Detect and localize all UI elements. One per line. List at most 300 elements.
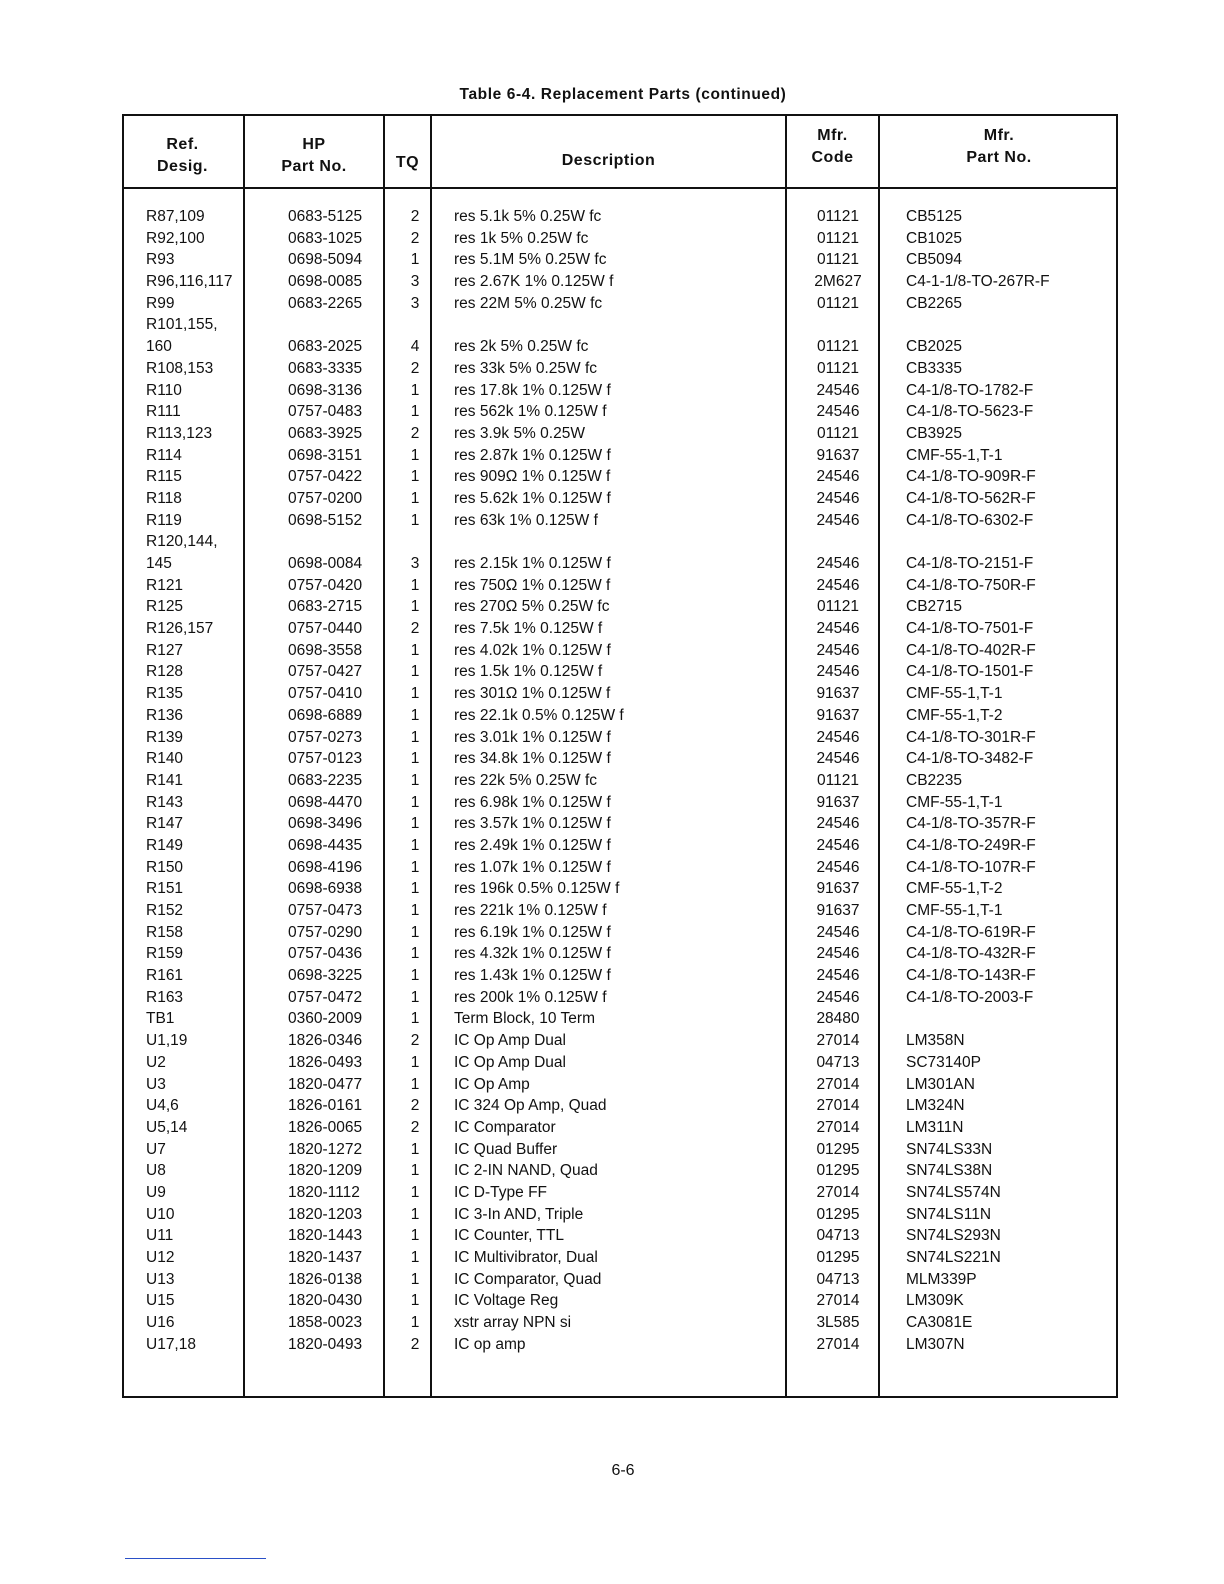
hp-part-no-cell: 0698-3151 xyxy=(288,446,363,464)
table-row xyxy=(122,835,1118,857)
header-hp-part-no: HP Part No. xyxy=(281,136,347,175)
hp-part-no-cell: 0698-5094 xyxy=(288,251,363,269)
mfr-code-cell: 01121 xyxy=(817,359,859,377)
hp-part-no-cell: 0757-0420 xyxy=(288,576,363,594)
description-cell: res 750Ω 1% 0.125W f xyxy=(454,576,611,594)
tq-cell: 2 xyxy=(410,359,420,377)
mfr-code-cell: 04713 xyxy=(816,1270,860,1288)
header-tq: TQ xyxy=(395,154,420,171)
tq-cell: 1 xyxy=(410,793,420,811)
ref-desig-cell: R93 xyxy=(146,251,175,269)
description-cell: res 2.87k 1% 0.125W f xyxy=(454,446,611,464)
ref-desig-cell: U15 xyxy=(146,1292,175,1310)
mfr-part-no-cell: CMF-55-1,T-2 xyxy=(906,880,1003,898)
table-row xyxy=(122,683,1118,705)
tq-cell: 1 xyxy=(410,880,420,898)
description-cell: res 221k 1% 0.125W f xyxy=(454,902,607,919)
hp-part-no-cell: 0757-0273 xyxy=(288,728,363,746)
mfr-code-cell: 28480 xyxy=(816,1010,860,1028)
hp-part-no-cell: 1820-0477 xyxy=(288,1075,363,1093)
mfr-part-no-cell: SC73140P xyxy=(906,1053,981,1071)
description-cell: IC Op Amp xyxy=(454,1075,530,1093)
tq-cell: 1 xyxy=(410,1292,420,1310)
tq-cell: 2 xyxy=(410,1335,420,1353)
ref-desig-cell: TB1 xyxy=(146,1010,175,1028)
hp-part-no-cell: 0757-0436 xyxy=(288,945,363,963)
mfr-code-cell: 01295 xyxy=(816,1140,860,1158)
description-cell: IC 3-In AND, Triple xyxy=(454,1205,584,1223)
ref-desig-cell: R113,123 xyxy=(146,424,213,442)
description-cell: IC Comparator xyxy=(454,1118,556,1136)
table-row xyxy=(122,466,1118,488)
ref-desig-cell: R161 xyxy=(146,967,184,985)
description-cell: res 5.1M 5% 0.25W fc xyxy=(454,251,607,269)
mfr-code-cell: 24546 xyxy=(816,728,860,746)
mfr-part-no-cell: SN74LS574N xyxy=(906,1183,1001,1201)
mfr-part-no-cell: CMF-55-1,T-2 xyxy=(906,706,1003,724)
mfr-part-no-cell: CMF-55-1,T-1 xyxy=(906,685,1003,703)
footer-rule xyxy=(125,1558,266,1559)
ref-desig-cell: R136 xyxy=(146,706,184,724)
table-row xyxy=(122,618,1118,640)
hp-part-no-cell: 0360-2009 xyxy=(288,1010,363,1028)
table-row xyxy=(122,1030,1118,1052)
hp-part-no-cell: 0698-6889 xyxy=(288,706,363,724)
table-row xyxy=(122,1139,1118,1161)
mfr-code-cell: 24546 xyxy=(816,836,860,854)
mfr-code-cell: 91637 xyxy=(816,902,860,919)
hp-part-no-cell: 1826-0065 xyxy=(288,1118,363,1136)
tq-cell: 1 xyxy=(410,1205,420,1223)
mfr-part-no-cell: LM311N xyxy=(906,1118,964,1136)
mfr-code-cell: 01121 xyxy=(817,294,859,312)
tq-cell: 1 xyxy=(410,468,420,486)
mfr-part-no-cell: LM358N xyxy=(906,1032,965,1050)
description-cell: res 2.67K 1% 0.125W f xyxy=(454,273,614,291)
page-number: 6-6 xyxy=(611,1462,635,1479)
hp-part-no-cell: 0683-2265 xyxy=(288,294,363,312)
hp-part-no-cell: 0757-0290 xyxy=(288,923,363,941)
table-row xyxy=(122,792,1118,814)
mfr-part-no-cell: C4-1/8-TO-5623-F xyxy=(906,403,1034,421)
description-cell: res 3.01k 1% 0.125W f xyxy=(454,728,611,746)
table-row xyxy=(122,813,1118,835)
mfr-part-no-cell: C4-1/8-TO-1782-F xyxy=(906,381,1034,399)
description-cell: IC Quad Buffer xyxy=(454,1140,558,1158)
mfr-part-no-cell: C4-1/8-TO-402R-F xyxy=(906,641,1036,659)
table-row xyxy=(122,445,1118,467)
table-row xyxy=(122,271,1118,293)
description-cell: res 4.02k 1% 0.125W f xyxy=(454,641,611,659)
ref-desig-cell: U2 xyxy=(146,1053,166,1071)
mfr-part-no-cell: C4-1/8-TO-249R-F xyxy=(906,836,1036,854)
hp-part-no-cell: 1858-0023 xyxy=(288,1314,363,1332)
hp-part-no-cell: 1820-1443 xyxy=(288,1227,363,1245)
description-cell: IC Multivibrator, Dual xyxy=(454,1249,598,1266)
mfr-code-cell: 04713 xyxy=(816,1053,860,1071)
table-row xyxy=(122,575,1118,597)
hp-part-no-cell: 0757-0440 xyxy=(288,620,363,638)
mfr-code-cell: 27014 xyxy=(816,1097,860,1115)
hp-part-no-cell: 1820-1437 xyxy=(288,1249,363,1266)
table-row xyxy=(122,1204,1118,1226)
ref-desig-cell: R147 xyxy=(146,815,184,833)
description-cell: res 1.5k 1% 0.125W f xyxy=(454,663,603,681)
tq-cell: 1 xyxy=(410,598,420,616)
hp-part-no-cell: 0698-4196 xyxy=(288,858,363,876)
hp-part-no-cell: 0683-5125 xyxy=(288,208,363,225)
tq-cell: 1 xyxy=(410,988,420,1006)
mfr-code-cell: 24546 xyxy=(816,988,860,1006)
tq-cell: 2 xyxy=(410,424,420,442)
ref-desig-cell: U1,19 xyxy=(146,1032,188,1050)
ref-desig-cell: R114 xyxy=(146,446,182,464)
mfr-code-cell: 24546 xyxy=(816,967,860,985)
ref-desig-cell: U7 xyxy=(146,1140,166,1158)
table-row xyxy=(122,1269,1118,1291)
ref-desig-cell: R141 xyxy=(146,771,184,789)
table-row xyxy=(122,770,1118,792)
description-cell: res 17.8k 1% 0.125W f xyxy=(454,381,611,399)
description-cell: IC Counter, TTL xyxy=(454,1227,564,1245)
ref-desig-cell: R115 xyxy=(146,468,182,486)
ref-desig-cell: U3 xyxy=(146,1075,166,1093)
description-cell: res 2k 5% 0.25W fc xyxy=(454,338,589,356)
mfr-code-cell: 27014 xyxy=(816,1075,860,1093)
hp-part-no-cell: 0698-0084 xyxy=(288,555,363,572)
hp-part-no-cell: 1820-1272 xyxy=(288,1140,363,1158)
ref-desig-cell: R92,100 xyxy=(146,229,205,247)
table-row xyxy=(122,1312,1118,1334)
table-row xyxy=(122,553,1118,575)
ref-desig-cell: R149 xyxy=(146,836,184,854)
mfr-code-cell: 01121 xyxy=(817,771,859,789)
mfr-part-no-cell: SN74LS33N xyxy=(906,1140,993,1158)
tq-cell: 1 xyxy=(410,446,420,464)
description-cell: res 2.49k 1% 0.125W f xyxy=(454,836,611,854)
mfr-code-cell: 91637 xyxy=(816,446,860,464)
description-cell: IC Op Amp Dual xyxy=(454,1053,566,1071)
ref-desig-cell: U8 xyxy=(146,1162,166,1180)
table-row xyxy=(122,1290,1118,1312)
mfr-part-no-cell: C4-1/8-TO-107R-F xyxy=(906,858,1036,876)
ref-desig-cell: U17,18 xyxy=(146,1335,196,1353)
tq-cell: 1 xyxy=(410,663,420,681)
table-row xyxy=(122,1095,1118,1117)
table-row xyxy=(122,705,1118,727)
table-row xyxy=(122,965,1118,987)
mfr-part-no-cell: LM301AN xyxy=(906,1075,975,1093)
hp-part-no-cell: 0683-3925 xyxy=(288,424,363,442)
mfr-part-no-cell: C4-1/8-TO-2151-F xyxy=(906,555,1034,572)
description-cell: IC Comparator, Quad xyxy=(454,1270,602,1288)
hp-part-no-cell: 0698-0085 xyxy=(288,273,363,291)
tq-cell: 2 xyxy=(410,620,420,638)
tq-cell: 1 xyxy=(410,923,420,941)
table-row xyxy=(122,748,1118,770)
mfr-part-no-cell: CB3925 xyxy=(906,424,963,442)
ref-desig-cell: R152 xyxy=(146,902,184,919)
tq-cell: 1 xyxy=(410,771,420,789)
description-cell: res 1.43k 1% 0.125W f xyxy=(454,967,611,985)
table-row xyxy=(122,293,1118,315)
hp-part-no-cell: 1826-0161 xyxy=(288,1097,363,1115)
tq-cell: 3 xyxy=(410,555,420,572)
table-row xyxy=(122,380,1118,402)
description-cell: res 63k 1% 0.125W f xyxy=(454,511,598,529)
mfr-part-no-cell: CMF-55-1,T-1 xyxy=(906,446,1003,464)
ref-desig-cell: R125 xyxy=(146,598,184,616)
tq-cell: 1 xyxy=(410,641,420,659)
mfr-part-no-cell: C4-1/8-TO-1501-F xyxy=(906,663,1034,681)
ref-desig-cell: R126,157 xyxy=(146,620,214,638)
mfr-code-cell: 01121 xyxy=(817,208,859,225)
ref-desig-cell: R143 xyxy=(146,793,184,811)
ref-desig-cell: R99 xyxy=(146,294,175,312)
tq-cell: 1 xyxy=(410,706,420,724)
mfr-code-cell: 91637 xyxy=(816,880,860,898)
hp-part-no-cell: 0698-6938 xyxy=(288,880,363,898)
tq-cell: 2 xyxy=(410,1097,420,1115)
tq-cell: 1 xyxy=(410,1010,420,1028)
hp-part-no-cell: 1826-0493 xyxy=(288,1053,363,1071)
ref-desig-cell: U4,6 xyxy=(146,1097,179,1115)
mfr-code-cell: 2M627 xyxy=(814,273,862,291)
tq-cell: 1 xyxy=(410,1183,420,1201)
tq-cell: 3 xyxy=(410,273,420,291)
table-row xyxy=(122,336,1118,358)
mfr-part-no-cell: SN74LS38N xyxy=(906,1162,993,1180)
description-cell: res 33k 5% 0.25W fc xyxy=(454,359,598,377)
tq-cell: 2 xyxy=(410,208,420,225)
ref-desig-cell: R120,144, xyxy=(146,533,218,551)
description-cell: IC 2-IN NAND, Quad xyxy=(454,1162,598,1180)
description-cell: res 7.5k 1% 0.125W f xyxy=(454,620,603,638)
description-cell: res 562k 1% 0.125W f xyxy=(454,403,607,421)
mfr-part-no-cell: CB5125 xyxy=(906,208,963,225)
description-cell: res 6.19k 1% 0.125W f xyxy=(454,923,611,941)
mfr-code-cell: 24546 xyxy=(816,641,860,659)
table-row xyxy=(122,1334,1118,1356)
tq-cell: 1 xyxy=(410,902,420,919)
description-cell: IC D-Type FF xyxy=(454,1183,548,1201)
mfr-part-no-cell: CA3081E xyxy=(906,1314,973,1332)
table-row xyxy=(122,661,1118,683)
table-row xyxy=(122,1052,1118,1074)
header-mfr-code: Mfr. Code xyxy=(811,127,854,166)
mfr-code-cell: 91637 xyxy=(816,793,860,811)
description-cell: IC 324 Op Amp, Quad xyxy=(454,1097,607,1115)
mfr-part-no-cell: LM309K xyxy=(906,1292,964,1310)
table-row xyxy=(122,358,1118,380)
tq-cell: 1 xyxy=(410,576,420,594)
mfr-code-cell: 01121 xyxy=(817,598,859,616)
table-row xyxy=(122,727,1118,749)
table-row xyxy=(122,1074,1118,1096)
hp-part-no-cell: 0757-0472 xyxy=(288,988,363,1006)
tq-cell: 1 xyxy=(410,381,420,399)
ref-desig-cell: U5,14 xyxy=(146,1118,188,1136)
table-row xyxy=(122,640,1118,662)
mfr-part-no-cell: MLM339P xyxy=(906,1270,977,1288)
header-divider xyxy=(122,187,1118,189)
description-cell: res 1.07k 1% 0.125W f xyxy=(454,858,611,876)
ref-desig-cell: U10 xyxy=(146,1205,175,1223)
mfr-part-no-cell: CB2715 xyxy=(906,598,963,616)
tq-cell: 2 xyxy=(410,1118,420,1136)
tq-cell: 2 xyxy=(410,1032,420,1050)
hp-part-no-cell: 0698-4435 xyxy=(288,836,363,854)
description-cell: Term Block, 10 Term xyxy=(454,1010,595,1028)
mfr-part-no-cell: SN74LS11N xyxy=(906,1205,992,1223)
mfr-code-cell: 24546 xyxy=(816,858,860,876)
ref-desig-cell: R163 xyxy=(146,988,184,1006)
table-row xyxy=(122,987,1118,1009)
hp-part-no-cell: 0683-3335 xyxy=(288,359,363,377)
mfr-part-no-cell: CB2025 xyxy=(906,338,963,356)
header-mfr-part-no: Mfr. Part No. xyxy=(966,127,1032,166)
tq-cell: 1 xyxy=(410,945,420,963)
mfr-code-cell: 24546 xyxy=(816,576,860,594)
table-row xyxy=(122,206,1118,228)
description-cell: res 22M 5% 0.25W fc xyxy=(454,294,603,312)
table-row xyxy=(122,596,1118,618)
mfr-code-cell: 01121 xyxy=(817,338,859,356)
table-row xyxy=(122,857,1118,879)
hp-part-no-cell: 0698-3136 xyxy=(288,381,363,399)
mfr-code-cell: 24546 xyxy=(816,381,860,399)
hp-part-no-cell: 0757-0473 xyxy=(288,902,363,919)
hp-part-no-cell: 1826-0346 xyxy=(288,1032,363,1050)
hp-part-no-cell: 1820-1209 xyxy=(288,1162,363,1180)
description-cell: res 1k 5% 0.25W fc xyxy=(454,229,589,247)
mfr-part-no-cell: C4-1/8-TO-562R-F xyxy=(906,489,1036,507)
tq-cell: 1 xyxy=(410,1162,420,1180)
tq-cell: 1 xyxy=(410,1249,420,1266)
mfr-code-cell: 24546 xyxy=(816,489,860,507)
tq-cell: 1 xyxy=(410,858,420,876)
hp-part-no-cell: 0757-0410 xyxy=(288,685,363,703)
ref-desig-cell: R110 xyxy=(146,381,182,399)
mfr-part-no-cell: C4-1-1/8-TO-267R-F xyxy=(906,273,1050,291)
hp-part-no-cell: 0698-3558 xyxy=(288,641,363,659)
description-cell: res 22k 5% 0.25W fc xyxy=(454,771,598,789)
mfr-code-cell: 27014 xyxy=(816,1335,860,1353)
mfr-code-cell: 01295 xyxy=(816,1162,860,1180)
ref-desig-cell: R121 xyxy=(146,576,184,594)
mfr-code-cell: 24546 xyxy=(816,815,860,833)
mfr-part-no-cell: LM324N xyxy=(906,1097,965,1115)
mfr-code-cell: 01295 xyxy=(816,1249,860,1266)
mfr-code-cell: 3L585 xyxy=(816,1314,860,1332)
hp-part-no-cell: 1826-0138 xyxy=(288,1270,363,1288)
table-row xyxy=(122,423,1118,445)
hp-part-no-cell: 0683-2715 xyxy=(288,598,363,616)
tq-cell: 1 xyxy=(410,1227,420,1245)
tq-cell: 1 xyxy=(410,1140,420,1158)
mfr-part-no-cell: C4-1/8-TO-3482-F xyxy=(906,750,1034,768)
description-cell: res 5.1k 5% 0.25W fc xyxy=(454,208,602,225)
description-cell: res 3.9k 5% 0.25W xyxy=(454,424,585,442)
mfr-part-no-cell: C4-1/8-TO-432R-F xyxy=(906,945,1036,963)
ref-desig-cell: 160 xyxy=(146,338,172,356)
description-cell: IC Op Amp Dual xyxy=(454,1032,566,1050)
table-title: Table 6-4. Replacement Parts (continued) xyxy=(459,86,787,103)
mfr-part-no-cell: LM307N xyxy=(906,1335,965,1353)
header-description: Description xyxy=(561,152,656,169)
mfr-code-cell: 24546 xyxy=(816,750,860,768)
hp-part-no-cell: 0683-2025 xyxy=(288,338,363,356)
table-row xyxy=(122,314,1118,336)
ref-desig-cell: R127 xyxy=(146,641,184,659)
ref-desig-cell: R150 xyxy=(146,858,184,876)
ref-desig-cell: R139 xyxy=(146,728,184,746)
mfr-code-cell: 01121 xyxy=(817,229,859,247)
table-row xyxy=(122,510,1118,532)
ref-desig-cell: R101,155, xyxy=(146,316,218,334)
description-cell: res 270Ω 5% 0.25W fc xyxy=(454,598,610,616)
mfr-code-cell: 27014 xyxy=(816,1118,860,1136)
hp-part-no-cell: 1820-0430 xyxy=(288,1292,363,1310)
mfr-code-cell: 01121 xyxy=(817,424,859,442)
mfr-part-no-cell: C4-1/8-TO-2003-F xyxy=(906,988,1034,1006)
tq-cell: 1 xyxy=(410,489,420,507)
hp-part-no-cell: 0698-3496 xyxy=(288,815,363,833)
ref-desig-cell: U12 xyxy=(146,1249,175,1266)
ref-desig-cell: R119 xyxy=(146,511,182,529)
description-cell: res 3.57k 1% 0.125W f xyxy=(454,815,611,833)
table-row xyxy=(122,1247,1118,1269)
tq-cell: 2 xyxy=(410,229,420,247)
table-row xyxy=(122,878,1118,900)
mfr-code-cell: 91637 xyxy=(816,685,860,703)
ref-desig-cell: R108,153 xyxy=(146,359,214,377)
mfr-part-no-cell: SN74LS293N xyxy=(906,1227,1001,1245)
hp-part-no-cell: 0757-0483 xyxy=(288,403,363,421)
mfr-part-no-cell: C4-1/8-TO-619R-F xyxy=(906,923,1036,941)
table-row xyxy=(122,488,1118,510)
table-row xyxy=(122,1008,1118,1030)
table-row xyxy=(122,531,1118,553)
ref-desig-cell: R151 xyxy=(146,880,184,898)
hp-part-no-cell: 0757-0422 xyxy=(288,468,363,486)
tq-cell: 1 xyxy=(410,728,420,746)
mfr-part-no-cell: CB1025 xyxy=(906,229,963,247)
tq-cell: 3 xyxy=(410,294,420,312)
table-row xyxy=(122,943,1118,965)
ref-desig-cell: R111 xyxy=(146,403,181,421)
mfr-code-cell: 27014 xyxy=(816,1032,860,1050)
description-cell: res 6.98k 1% 0.125W f xyxy=(454,793,611,811)
table-row xyxy=(122,228,1118,250)
mfr-part-no-cell: CB2235 xyxy=(906,771,963,789)
table-row xyxy=(122,249,1118,271)
parts-table-body xyxy=(122,206,1118,1355)
hp-part-no-cell: 0757-0427 xyxy=(288,663,363,681)
table-row xyxy=(122,900,1118,922)
tq-cell: 1 xyxy=(410,251,420,269)
mfr-part-no-cell: C4-1/8-TO-301R-F xyxy=(906,728,1036,746)
ref-desig-cell: R158 xyxy=(146,923,184,941)
tq-cell: 1 xyxy=(410,511,420,529)
mfr-part-no-cell: C4-1/8-TO-6302-F xyxy=(906,511,1034,529)
mfr-code-cell: 04713 xyxy=(816,1227,860,1245)
tq-cell: 4 xyxy=(410,338,420,356)
hp-part-no-cell: 0757-0123 xyxy=(288,750,363,768)
ref-desig-cell: R118 xyxy=(146,489,182,507)
description-cell: res 22.1k 0.5% 0.125W f xyxy=(454,706,624,724)
mfr-code-cell: 01121 xyxy=(817,251,859,269)
